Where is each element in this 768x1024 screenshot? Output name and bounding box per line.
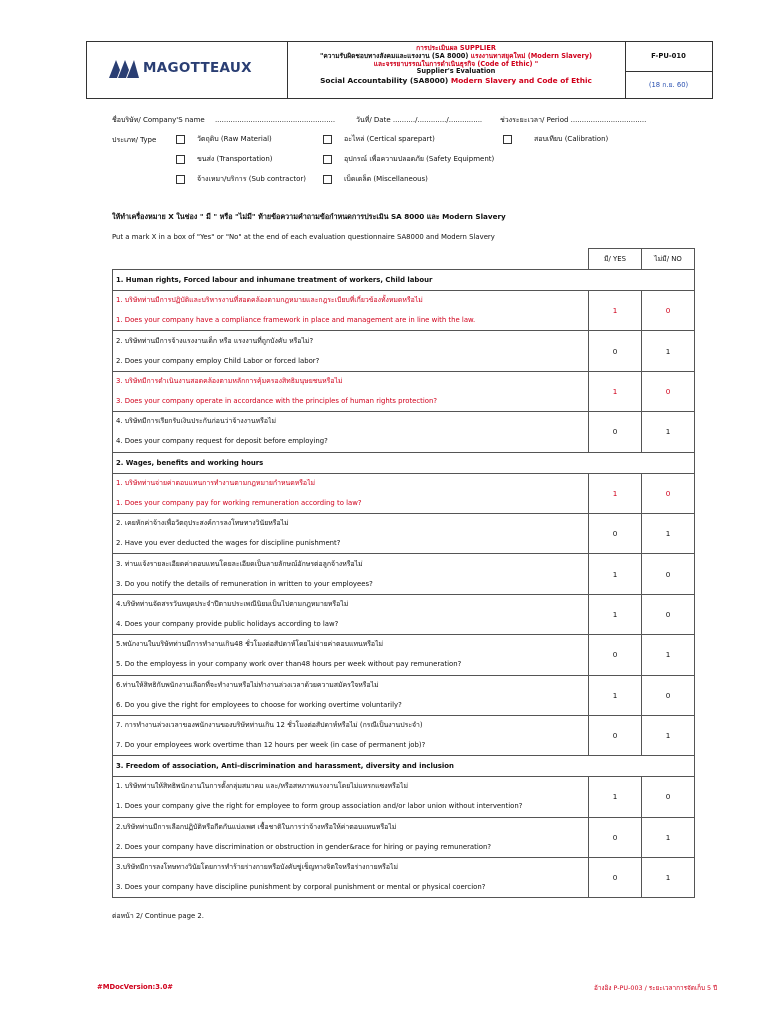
question-english: 1. Does your company give the right for employee to form group association and/or labor union without intervention? [116,802,523,811]
type-option-calibration[interactable]: สอบเทียบ (Calibration) [503,134,608,145]
question-thai: 6.ท่านให้สิทธิกับพนักงานเลือกที่จะทำงานหรือไม่ทำงานล่วงเวลาด้วยความสมัครใจหรือไม่ [116,680,379,689]
question-cell [113,777,589,817]
instruction-thai: ให้ทำเครื่องหมาย X ในช่อง " มี " หรือ "ไม่มี" ท้ายข้อความคำถามข้อกำหนดการประเมิน SA 8000 และ Modern Slavery [112,212,506,221]
answer-yes-cell[interactable]: 1 [589,371,642,411]
question-thai: 2. บริษัทท่านมีการจ้างแรงงานเด็ก หรือ แรงงานที่ถูกบังคับ หรือไม่? [116,336,314,345]
question-row [113,513,695,553]
date-field[interactable]: วันที่/ Date ........../............./............... [356,116,483,124]
checkbox[interactable] [176,135,185,144]
question-thai: 1. บริษัทท่านมีการปฏิบัติและบริหารงานที่สอดคล้องตามกฎหมายและกฎระเบียบที่เกี่ยวข้องทั้งหมดหรือไม่ [116,296,423,305]
question-english: 2. Does your company have discrimination or obstruction in gender&race for hiring or paying remuneration? [116,842,492,851]
question-row [113,817,695,857]
answer-yes-cell[interactable]: 0 [589,412,642,452]
doc-code-cell [625,42,712,98]
checkbox[interactable] [176,175,185,184]
table-header-row [113,249,695,270]
answer-no-cell[interactable]: 1 [642,513,695,553]
type-option-sub-contractor[interactable]: จ้างเหมา/บริการ (Sub contractor) [176,174,306,185]
question-thai: 3. ท่านแจ้งรายละเอียดค่าตอบแทนโดยละเอียดเป็นลายลักษณ์อักษรต่อลูกจ้างหรือไม่ [116,559,363,568]
question-cell [113,817,589,857]
question-cell [113,331,589,371]
answer-no-cell[interactable]: 0 [642,473,695,513]
answer-no-cell[interactable]: 0 [642,594,695,634]
question-cell [113,371,589,411]
answer-yes-cell[interactable]: 0 [589,817,642,857]
logo-text: MAGOTTEAUX [143,60,252,76]
answer-yes-cell[interactable]: 0 [589,635,642,675]
question-cell [113,675,589,715]
type-option-safety-equipment[interactable]: อุปกรณ์ เพื่อความปลอดภัย (Safety Equipment) [323,154,494,165]
checkbox[interactable] [176,155,185,164]
answer-no-cell[interactable]: 0 [642,554,695,594]
question-english: 4. Does your company provide public holidays according to law? [116,619,339,628]
question-row [113,858,695,898]
col-no-header: ไม่มี/ NO [642,249,695,270]
question-row [113,715,695,755]
title-line-4: Supplier's Evaluation [416,67,496,76]
question-english: 3. Does your company have discipline punishment by corporal punishment or mental or physical coercion? [116,883,486,892]
question-english: 6. Do you give the right for employees to choose for working overtime voluntarily? [116,700,402,709]
section-title: 2. Wages, benefits and working hours [113,452,695,473]
footer-reference: อ้างอิง P-PU-003 / ระยะเวลาการจัดเก็บ 5 ปี [594,984,718,992]
question-thai: 3.บริษัทมีการลงโทษทางวินัยโดยการทำร้ายร่างกายหรือบังคับขู่เข็ญทางจิตใจหรือร่างกายหรือไม่ [116,863,398,872]
question-thai: 3. บริษัทมีการดำเนินงานสอดคล้องตามหลักการคุ้มครองสิทธิมนุษยชนหรือไม่ [116,376,343,385]
type-option-critical-sparepart[interactable]: อะไหล่ (Certical sparepart) [323,134,435,145]
question-thai: 7. การทำงานล่วงเวลาของพนักงานของบริษัทท่านเกิน 12 ชั่วโมงต่อสัปดาห์หรือไม่ (กรณีเป็นงานประจำ) [116,721,423,730]
checkbox[interactable] [323,175,332,184]
question-thai: 5.พนักงานในบริษัทท่านมีการทำงานเกิน48 ชั่วโมงต่อสัปดาห์โดยไม่จ่ายค่าตอบแทนหรือไม่ [116,640,384,649]
question-english: 1. Does your company have a compliance framework in place and management are in line with the law. [116,316,476,325]
answer-no-cell[interactable]: 1 [642,412,695,452]
answer-yes-cell[interactable]: 1 [589,777,642,817]
question-thai: 1. บริษัทท่านจ่ายค่าตอบแทนการทำงานตามกฎหมายกำหนดหรือไม่ [116,478,316,487]
type-option-raw-material[interactable]: วัตถุดิบ (Raw Material) [176,134,272,145]
question-cell [113,473,589,513]
question-cell [113,291,589,331]
question-english: 1. Does your company pay for working remuneration according to law? [116,498,362,507]
evaluation-table [112,248,695,898]
document-header [86,41,713,99]
question-row [113,371,695,411]
answer-yes-cell[interactable]: 0 [589,513,642,553]
company-label: ชื่อบริษัท/ Company'S name [112,116,205,124]
answer-yes-cell[interactable]: 0 [589,715,642,755]
checkbox[interactable] [323,155,332,164]
question-english: 4. Does your company request for deposit before employing? [116,437,328,446]
checkbox[interactable] [323,135,332,144]
question-cell [113,715,589,755]
question-english: 3. Does your company operate in accordance with the principles of human rights protection? [116,396,438,405]
type-option-miscellaneous[interactable]: เบ็ดเตล็ด (Miscellaneous) [323,174,428,185]
answer-no-cell[interactable]: 1 [642,817,695,857]
logo-cell [87,42,288,98]
doc-date: (18 ก.ย. 60) [648,81,689,89]
answer-no-cell[interactable]: 1 [642,858,695,898]
period-field[interactable]: ช่วงระยะเวลา/ Period .................................. [500,116,647,124]
company-dots: ...................................................... [214,116,336,124]
section-header-row [113,270,695,291]
question-cell [113,594,589,634]
question-thai: 2. เคยหักค่าจ้างเพื่อวัตถุประสงค์การลงโทษทางวินัยหรือไม่ [116,519,289,528]
question-row [113,777,695,817]
answer-no-cell[interactable]: 0 [642,371,695,411]
answer-no-cell[interactable]: 1 [642,635,695,675]
question-english: 2. Does your company employ Child Labor or forced labor? [116,356,320,365]
question-cell [113,858,589,898]
instruction-english: Put a mark X in a box of "Yes" or "No" at the end of each evaluation questionnaire SA8000 and Modern Slavery [112,233,495,241]
question-thai: 4.บริษัทท่านจัดสรรวันหยุดประจำปีตามประเพณีนิยมเป็นไปตามกฎหมายหรือไม่ [116,599,349,608]
answer-no-cell[interactable]: 1 [642,715,695,755]
checkbox[interactable] [503,135,512,144]
type-option-transportation[interactable]: ขนส่ง (Transportation) [176,154,273,165]
answer-no-cell[interactable]: 0 [642,291,695,331]
title-line-2: "ความรับผิดชอบทางสังคมและแรงงาน (SA 8000) แรงงานทาสยุคใหม่ (Modern Slavery) [319,51,593,60]
answer-yes-cell[interactable]: 1 [589,473,642,513]
question-row [113,473,695,513]
magotteaux-logo-icon [109,58,139,78]
continue-note: ต่อหน้า 2/ Continue page 2. [112,912,204,920]
type-label: ประเภท/ Type [112,136,157,144]
question-cell [113,513,589,553]
answer-no-cell[interactable]: 0 [642,777,695,817]
section-title: 3. Freedom of association, Anti-discrimination and harassment, diversity and inclusion [113,756,695,777]
question-cell [113,554,589,594]
title-line-3: และจรรยาบรรณในการดำเนินธุรกิจ (Code of Ethic) " [373,59,539,68]
col-yes-header: มี/ YES [589,249,642,270]
question-english: 3. Do you notify the details of remuneration in written to your employees? [116,579,373,588]
answer-no-cell[interactable]: 1 [642,331,695,371]
question-thai: 1. บริษัทท่านให้สิทธิพนักงานในการตั้งกลุ่มสมาคม และ/หรือสหภาพแรงงานโดยไม่แทรกแซงหรือไม่ [116,782,408,791]
question-thai: 4. บริษัทมีการเรียกรับเงินประกันก่อนว่าจ้างงานหรือไม่ [116,417,277,426]
section-title: 1. Human rights, Forced labour and inhumane treatment of workers, Child labour [113,270,695,291]
answer-yes-cell[interactable]: 0 [589,858,642,898]
answer-no-cell[interactable]: 0 [642,675,695,715]
answer-yes-cell[interactable]: 1 [589,291,642,331]
title-line-1: การประเมินผล SUPPLIER [416,44,496,52]
question-english: 2. Have you ever deducted the wages for discipline punishment? [116,539,341,548]
title-cell [287,42,626,98]
question-thai: 2.บริษัทท่านมีการเลือกปฏิบัติหรือกีดกันแบ่งเพศ เชื้อชาติในการว่าจ้างหรือให้ค่าตอบแทนหรือไม่ [116,822,397,831]
answer-yes-cell[interactable]: 0 [589,331,642,371]
title-line-5: Social Accountability (SA8000) Modern Slavery and Code of Ethic [320,76,592,86]
question-row [113,331,695,371]
answer-yes-cell[interactable]: 1 [589,594,642,634]
question-english: 5. Do the employess in your company work over than48 hours per week without pay remuneration? [116,660,462,669]
section-header-row [113,452,695,473]
section-header-row [113,756,695,777]
question-cell [113,412,589,452]
answer-yes-cell[interactable]: 1 [589,554,642,594]
question-row [113,554,695,594]
question-english: 7. Do your employees work overtime than 12 hours per week (in case of permanent job)? [116,741,426,750]
company-name-field[interactable] [112,115,335,126]
footer-version: #MDocVersion:3.0# [97,983,173,991]
answer-yes-cell[interactable]: 1 [589,675,642,715]
doc-code: F-PU-010 [625,42,712,72]
question-row [113,675,695,715]
question-row [113,635,695,675]
question-row [113,291,695,331]
question-row [113,412,695,452]
question-row [113,594,695,634]
company-logo [109,58,252,78]
question-cell [113,635,589,675]
